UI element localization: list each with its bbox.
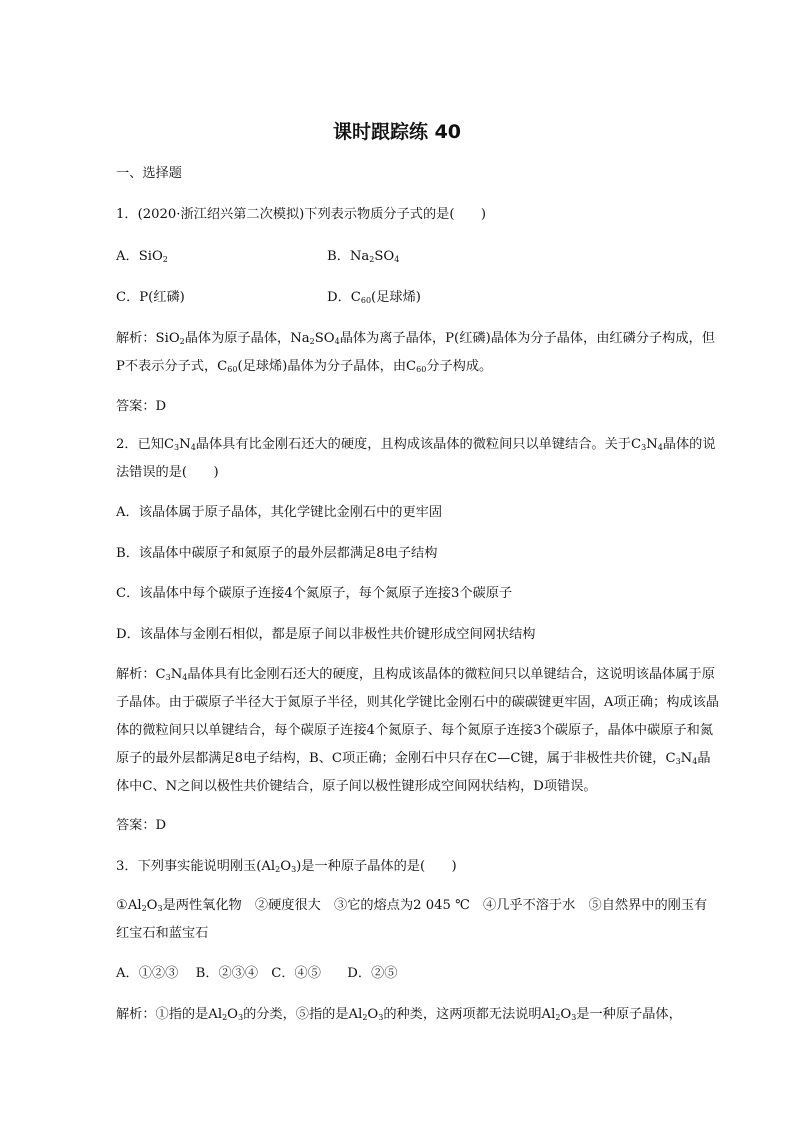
q2-option-a: A．该晶体属于原子晶体，其化学键比金刚石中的更牢固 bbox=[116, 505, 443, 520]
q2-option-c: C．该晶体中每个碳原子连接4个氮原子，每个氮原子连接3个碳原子 bbox=[116, 586, 513, 601]
q1-stem: 1．(2020·浙江绍兴第二次模拟)下列表示物质分子式的是( ) bbox=[116, 207, 487, 222]
q1-option-a: A．SiO$_2$ bbox=[116, 249, 168, 264]
page-title: 课时跟踪练 40 bbox=[332, 121, 462, 143]
q1-analysis: 解析：SiO$_2$晶体为原子晶体，$Na_2SO_4$晶体为离子晶体，P(红磷)晶体为分子晶体，由红磷分子构成，但P不表示分子式，$C_{60}$(足球烯)晶体为分子晶体，由$C_{60}$分子构成。 bbox=[116, 331, 715, 374]
q2-option-d: D．该晶体与金刚石相似，都是原子间以非极性共价键形成空间网状结构 bbox=[116, 627, 536, 642]
q1-option-d: D．$C_{60}$(足球烯) bbox=[327, 290, 421, 305]
q1-option-b: B．$Na_2SO_4$ bbox=[327, 249, 400, 264]
q2-stem: 2．已知$C_3N_4$晶体具有比金刚石还大的硬度，且构成该晶体的微粒间只以单键结合。关于$C_3N_4$晶体的说法错误的是( ) bbox=[116, 437, 716, 480]
q1-options-row-2 bbox=[116, 288, 421, 308]
q1-option-c: C．P(红磷) bbox=[116, 290, 185, 305]
q3-facts: $①Al_2O_3$是两性氧化物 ②硬度很大 ③它的熔点为2 045 ℃ ④几乎不溶于水 ⑤自然界中的刚玉有红宝石和蓝宝石 bbox=[116, 898, 708, 941]
q1-options-row-1 bbox=[116, 247, 400, 267]
q1-answer: 答案：D bbox=[116, 399, 167, 414]
q3-options: A．①②③ B．②③④ C．④⑤ D．②⑤ bbox=[116, 966, 398, 981]
q2-answer: 答案：D bbox=[116, 818, 167, 833]
q3-stem: 3．下列事实能说明刚玉$(Al_2O_3)$是一种原子晶体的是( ) bbox=[116, 859, 457, 874]
q2-analysis: 解析：$C_3N_4$晶体具有比金刚石还大的硬度，且构成该晶体的微粒间只以单键结合，这说明该晶体属于原子晶体。由于碳原子半径大于氮原子半径，则其化学键比金刚石中的碳碳键更牢固，A项正确；构成该晶体的微粒间只以单键结合，每个碳原子连接4个氮原子、每个氮原子连接3个碳原子，晶体中碳原子和氮原子的最外层都满足8电子结构，B、C项正确；金刚石中只存在C—C键，属于非极性共价键，$C_3N_4$晶体中C、N之间以极性共价键结合，原子间以极性键形成空间网状结构，D项错误。 bbox=[116, 667, 719, 794]
q3-analysis: 解析：①指的是$Al_2O_3$的分类，⑤指的是$Al_2O_3$的种类，这两项都无法说明$Al_2O_3$是一种原子晶体， bbox=[116, 1007, 682, 1022]
section-heading: 一、选择题 bbox=[116, 166, 182, 181]
q2-option-b: B．该晶体中碳原子和氮原子的最外层都满足8电子结构 bbox=[116, 546, 438, 561]
